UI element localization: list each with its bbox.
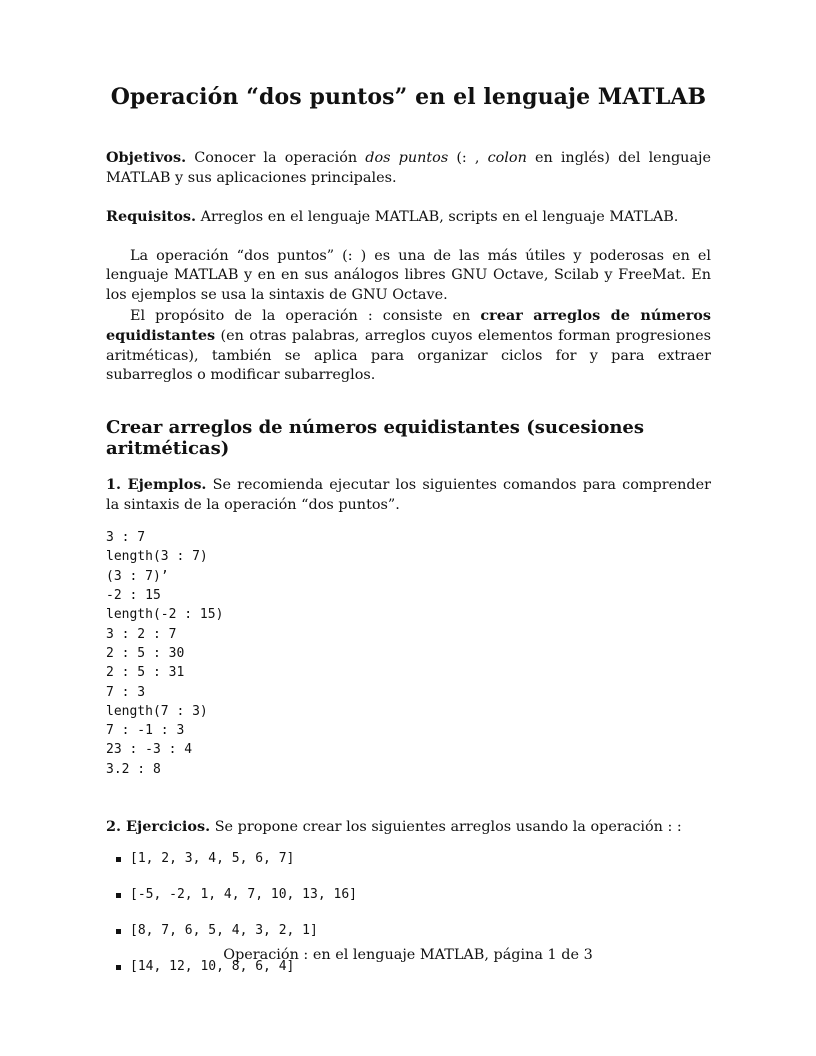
objetivos-em-dos-puntos: dos puntos (365, 150, 449, 166)
code-line: length(-2 : 15) (106, 607, 224, 623)
objetivos-paragraph (106, 148, 711, 188)
code-line: 7 : 3 (106, 684, 146, 700)
document-page (106, 84, 711, 994)
code-line: 7 : -1 : 3 (106, 723, 185, 739)
objetivos-label: Objetivos. (106, 149, 187, 166)
code-line: length(3 : 7) (106, 549, 208, 565)
intro-text: El propósito de la operación : consiste en (130, 307, 481, 324)
requisitos-label: Requisitos. (106, 208, 197, 226)
code-line: length(7 : 3) (106, 703, 208, 719)
code-line: 3.2 : 8 (106, 761, 161, 777)
code-line: -2 : 15 (106, 588, 161, 604)
list-item (130, 850, 711, 868)
code-line: 3 : 2 : 7 (106, 626, 177, 642)
requisitos-paragraph (106, 207, 711, 228)
ejemplos-paragraph (106, 475, 711, 515)
ejemplos-label: 1. Ejemplos. (106, 475, 207, 493)
intro-paragraph-2 (106, 306, 711, 386)
ejercicios-paragraph (106, 817, 711, 838)
list-item-text: [8, 7, 6, 5, 4, 3, 2, 1] (130, 922, 318, 938)
list-item (130, 922, 711, 940)
intro-bold-text: crear arreglos de números equidistantes (106, 306, 711, 345)
code-line: (3 : 7)’ (106, 568, 169, 584)
list-item (130, 886, 711, 904)
bullet-icon (116, 857, 121, 862)
objetivos-text: Conocer la operación (186, 150, 366, 166)
requisitos-text: Arreglos en el lenguaje MATLAB, scripts en el lenguaje MATLAB. (196, 209, 679, 226)
bullet-icon (116, 965, 121, 970)
ejercicios-label: 2. Ejercicios. (106, 817, 211, 835)
intro-paragraph-1: La operación “dos puntos” (: ) es una de las más útiles y poderosas en el lenguaje MATLAB y en en sus análogos libres GNU Octave, Scilab y FreeMat. En los ejemplos se usa la sintaxis de GNU Octave. (106, 247, 711, 303)
code-block (106, 528, 711, 779)
bullet-icon (116, 893, 121, 898)
page-footer: Operación : en el lenguaje MATLAB, página 1 de 3 (223, 947, 593, 963)
code-line: 23 : -3 : 4 (106, 742, 193, 758)
code-line: 2 : 5 : 30 (106, 645, 185, 661)
document-title: Operación “dos puntos” en el lenguaje MATLAB (110, 84, 707, 110)
code-line: 2 : 5 : 31 (106, 665, 185, 681)
list-item-text: [-5, -2, 1, 4, 7, 10, 13, 16] (130, 886, 357, 902)
objetivos-text: (: , (448, 150, 488, 166)
list-item-text: [1, 2, 3, 4, 5, 6, 7] (130, 850, 295, 866)
code-line: 3 : 7 (106, 530, 146, 546)
ejemplos-text: Se recomienda ejecutar los siguientes comandos para comprender la sintaxis de la operación “dos puntos”. (106, 476, 711, 513)
objetivos-em-colon: colon (487, 150, 527, 166)
intro-text: (en otras palabras, arreglos cuyos elementos forman progresiones aritméticas), también se aplica para organizar ciclos for y para extraer subarreglos o modificar subarreglos. (106, 328, 711, 384)
list-item-text: [14, 12, 10, 8, 6, 4] (130, 958, 295, 974)
ejercicios-text: Se propone crear los siguientes arreglos usando la operación : : (210, 818, 682, 835)
bullet-icon (116, 929, 121, 934)
section-heading: Crear arreglos de números equidistantes (sucesiones aritméticas) (106, 416, 645, 459)
objetivos-text: en inglés) del lenguaje MATLAB y sus aplicaciones principales. (106, 150, 711, 186)
